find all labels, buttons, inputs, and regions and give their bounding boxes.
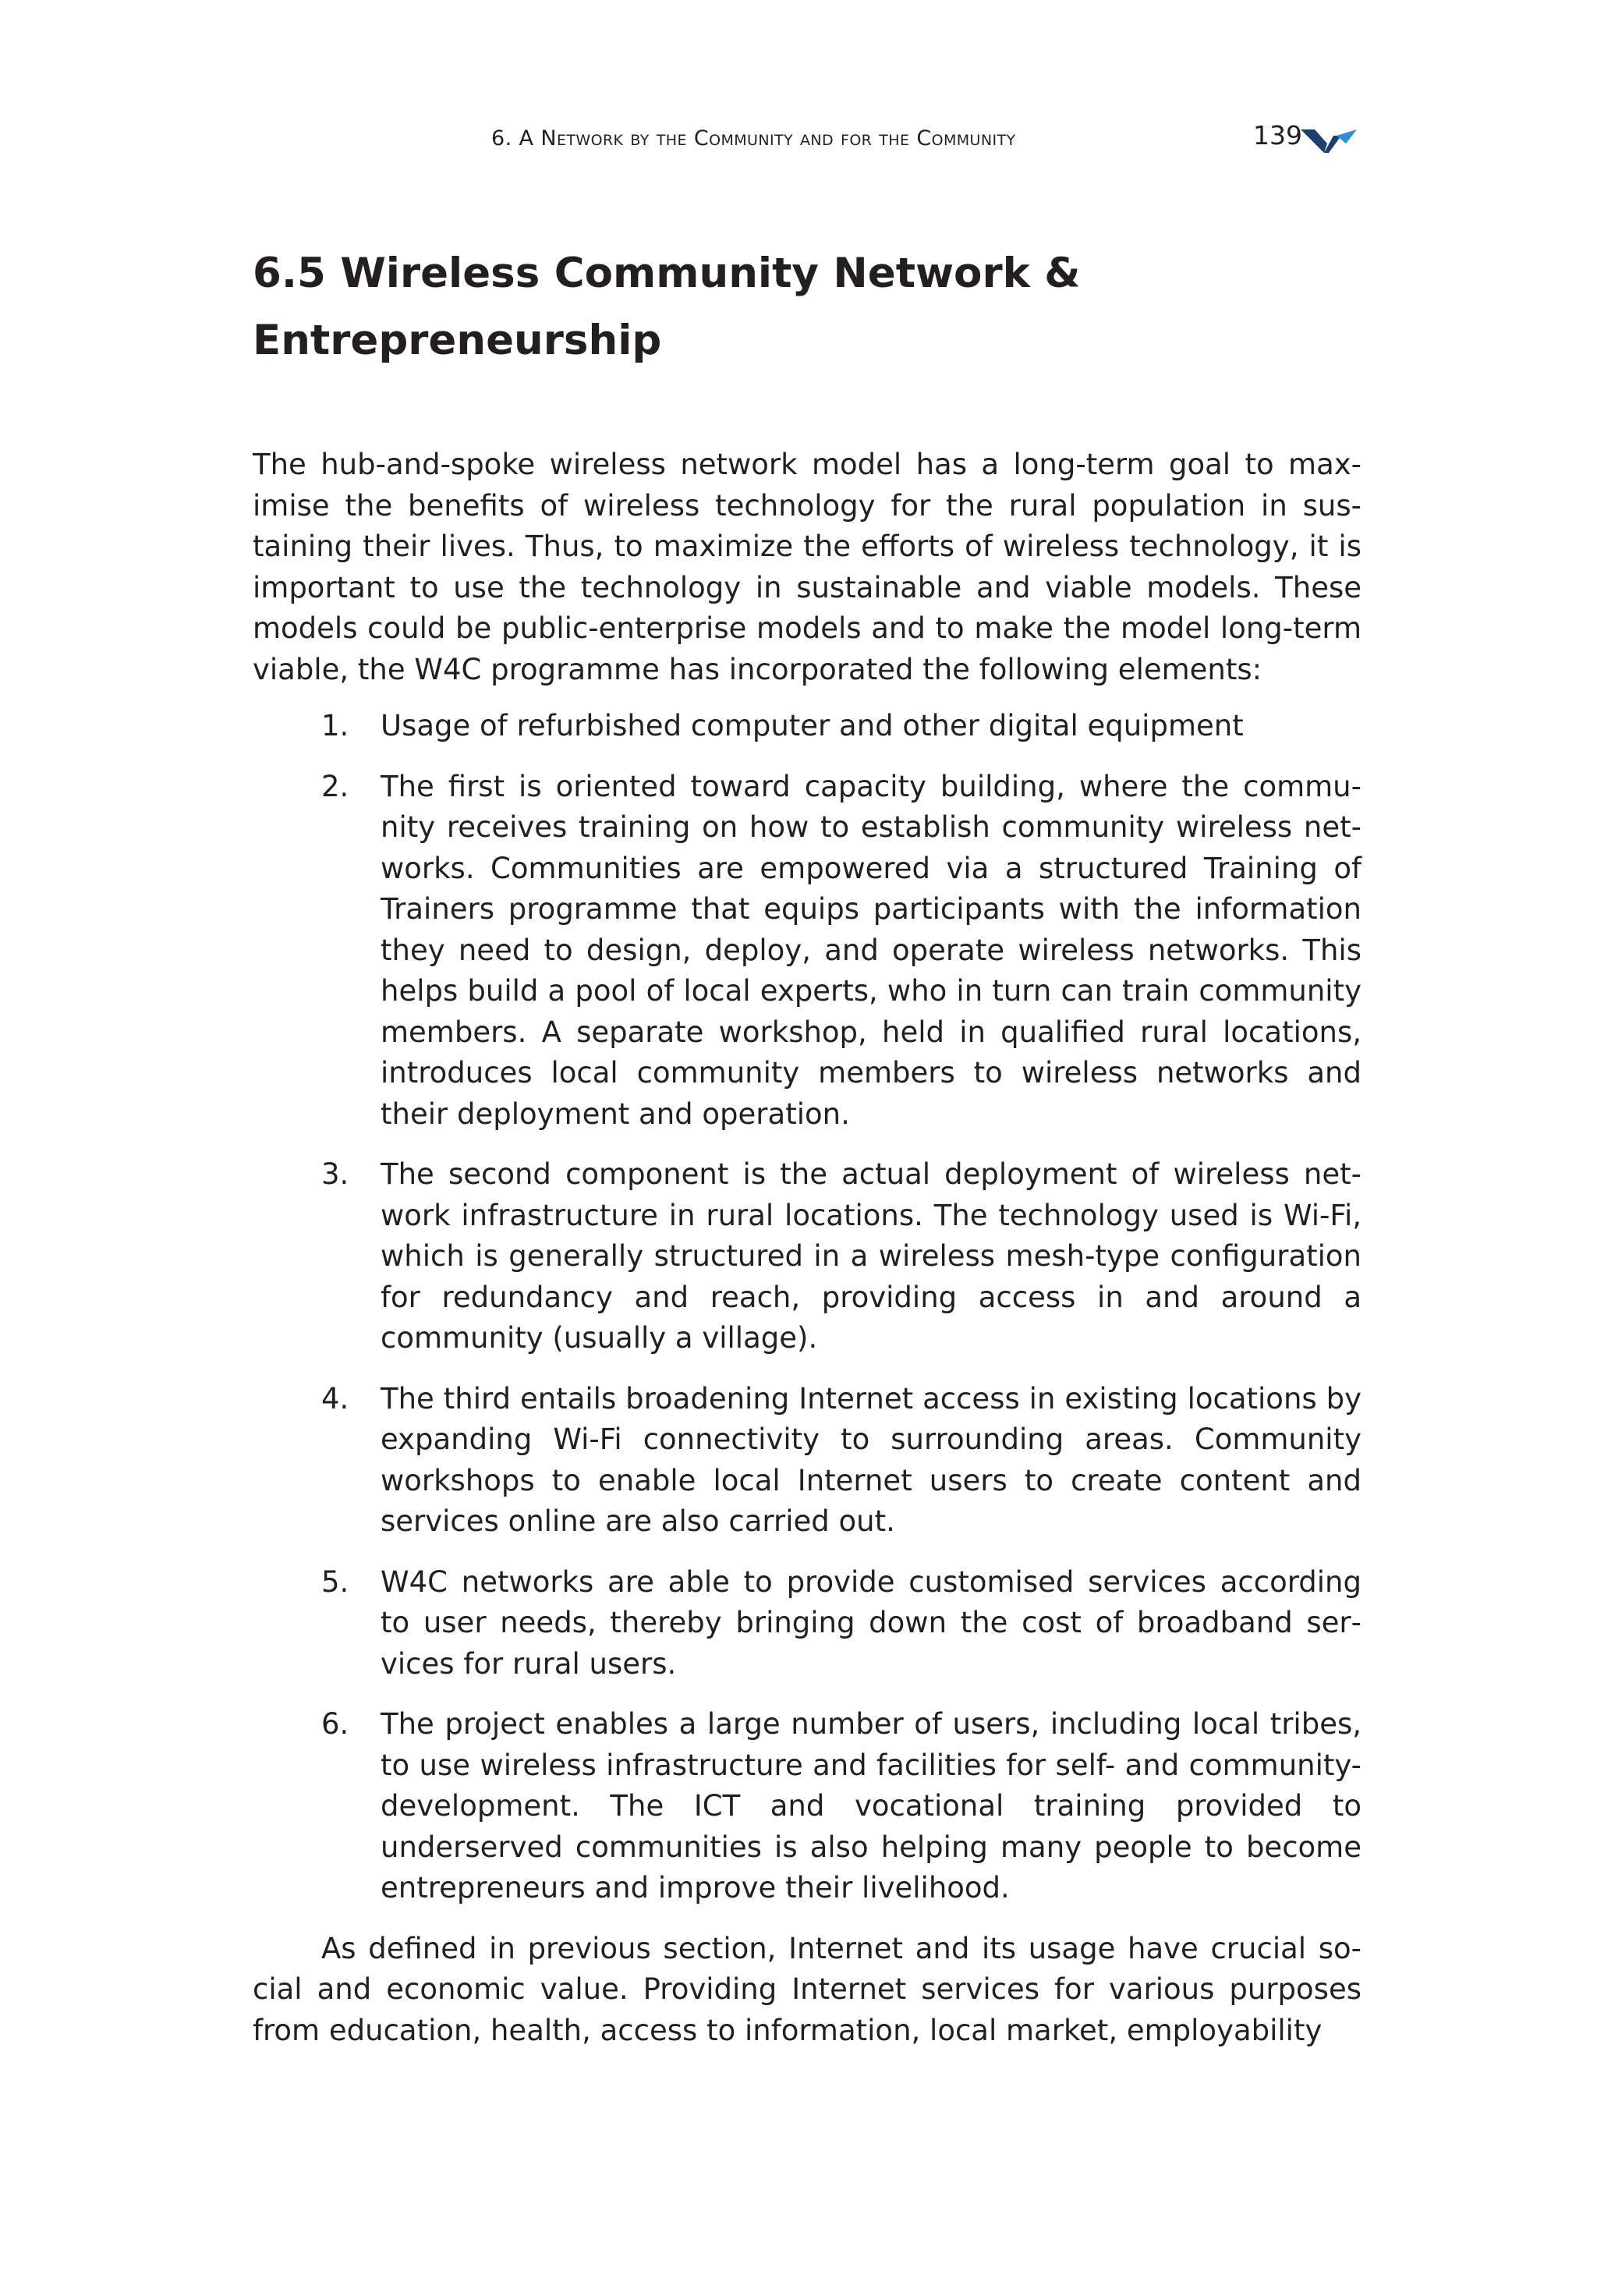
list-item-number: 6. [321, 1707, 349, 1741]
section-heading [253, 240, 1362, 374]
running-title: 6. A Network by the Community and for the Community [491, 126, 1016, 151]
page-content [253, 240, 1362, 2051]
list-item [253, 1562, 1362, 1685]
list-item-text: The third entails broadening Internet access in existing locations by expanding Wi-Fi connectivity to surrounding areas. Community workshops to enable local Internet users to create content and services online are also carried out. [381, 1381, 1362, 1538]
chevron-logo-icon [1301, 126, 1357, 154]
list-item-text: Usage of refurbished computer and other digital equipment [381, 709, 1244, 742]
list-item-text: The first is oriented toward capacity building, where the community receives training on how to establish community wireless networks. Communities are empowered via a structured Training of Trainers programme that equips participants with the information they need to design, deploy, and operate wireless networks. This helps build a pool of local experts, who in turn can train community members. A separate workshop, held in qualified rural locations, introduces local community members to wireless networks and their deployment and operation. [381, 769, 1362, 1131]
closing-paragraph: As defined in previous section, Internet and its usage have crucial social and economic value. Providing Internet services for various purposes from education, health, access to information, local market, employability [253, 1931, 1362, 2047]
list-item-number: 5. [321, 1564, 349, 1599]
logo-dark-chevron [1301, 129, 1327, 153]
list-item-number: 4. [321, 1381, 349, 1416]
running-header [491, 120, 1357, 159]
list-item-number: 3. [321, 1157, 349, 1191]
elements-list [253, 706, 1362, 1909]
list-item-text: The second component is the actual deployment of wireless network infrastructure in rural locations. The technology used is Wi-Fi, which is generally structured in a wireless mesh-type configuration for redundancy and reach, providing access in and around a community (usually a village). [381, 1157, 1362, 1355]
list-item-text: The project enables a large number of users, including local tribes, to use wireless infrastructure and facilities for self- and community-development. The ICT and vocational training provided to underserved communities is also helping many people to become entrepreneurs and improve their livelihood. [381, 1707, 1362, 1904]
section-heading-line1: 6.5 Wireless Community Network & [253, 250, 1081, 297]
page-number: 139 [1253, 120, 1302, 151]
list-item [253, 1704, 1362, 1909]
section-heading-line2: Entrepreneurship [253, 317, 662, 364]
list-item [253, 706, 1362, 747]
list-item-number: 2. [321, 769, 349, 803]
list-item-text: W4C networks are able to provide customised services according to user needs, thereby bringing down the cost of broadband services for rural users. [381, 1564, 1362, 1681]
logo-light-wing [1337, 129, 1357, 144]
intro-paragraph: The hub-and-spoke wireless network model has a long-term goal to maximise the benefits of wireless technology for the rural population in sustaining their lives. Thus, to maximize the efforts of wireless technology, it is important to use the technology in sustainable and viable models. These models could be public-enterprise models and to make the model long-term viable, the W4C programme has incorporated the following elements: [253, 448, 1362, 686]
list-item-number: 1. [321, 709, 349, 742]
list-item [253, 767, 1362, 1136]
list-item [253, 1154, 1362, 1359]
list-item [253, 1379, 1362, 1543]
